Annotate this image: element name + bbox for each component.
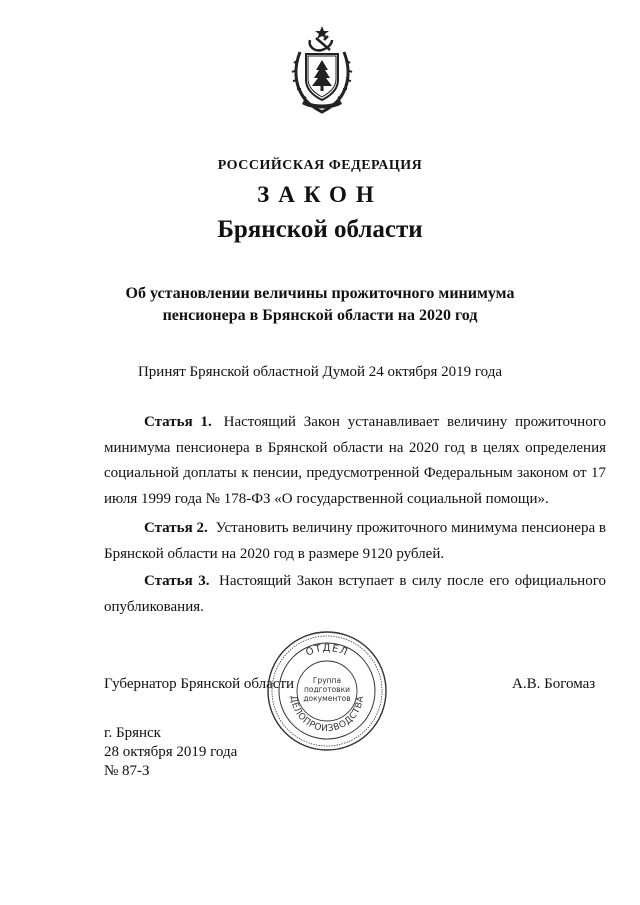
federation-heading: РОССИЙСКАЯ ФЕДЕРАЦИЯ: [217, 158, 423, 173]
adoption-note: Принят Брянской областной Думой 24 октября 2019 года: [137, 364, 503, 380]
article-2-label: Статья 2.: [144, 520, 208, 536]
region-title: Брянской области: [217, 216, 423, 243]
stamp-drawing: [265, 629, 389, 753]
stamp-center-line-1: Группа: [312, 676, 342, 685]
stamp-center-line-3: документов: [303, 694, 351, 703]
law-subject-line-1: Об установлении величины прожиточного минимума: [125, 285, 515, 302]
stamp-bottom-text: ДЕЛОПРОИЗВОДСТВА: [287, 695, 367, 735]
signature-name: А.В. Богомаз: [512, 676, 596, 692]
article-2: [104, 516, 606, 567]
article-3-text: Настоящий Закон вступает в силу после его официального опубликования.: [104, 573, 606, 615]
law-subject-line-2: пенсионера в Брянской области на 2020 год: [162, 307, 478, 324]
stamp-center-line-2: подготовки: [304, 685, 350, 694]
footer-number: № 87-З: [104, 763, 150, 779]
article-1-text: Настоящий Закон устанавливает величину прожиточного минимума пенсионера в Брянской области на 2020 год в целях определения социальной доплаты к пенсии, предусмотренной Федеральным законом от 17 июля 1999 года № 178-ФЗ «О государственной социальной помощи».: [104, 414, 606, 507]
stamp-top-text: ОТДЕЛ: [304, 642, 350, 659]
document-footer: [104, 724, 237, 781]
footer-city: г. Брянск: [104, 725, 161, 741]
footer-date: 28 октября 2019 года: [104, 744, 238, 760]
article-1: [104, 410, 606, 512]
article-1-label: Статья 1.: [144, 414, 212, 430]
article-2-text: Установить величину прожиточного минимума пенсионера в Брянской области на 2020 год в размере 9120 рублей.: [104, 520, 607, 562]
law-subject: [0, 283, 640, 327]
coat-of-arms-drawing: [290, 22, 354, 116]
coat-of-arms-icon: [290, 22, 354, 116]
article-3: [104, 569, 606, 620]
office-stamp-icon: [265, 629, 389, 753]
signature-position: Губернатор Брянской области: [104, 676, 295, 692]
law-title: ЗАКОН: [257, 182, 383, 207]
article-3-label: Статья 3.: [144, 573, 210, 589]
